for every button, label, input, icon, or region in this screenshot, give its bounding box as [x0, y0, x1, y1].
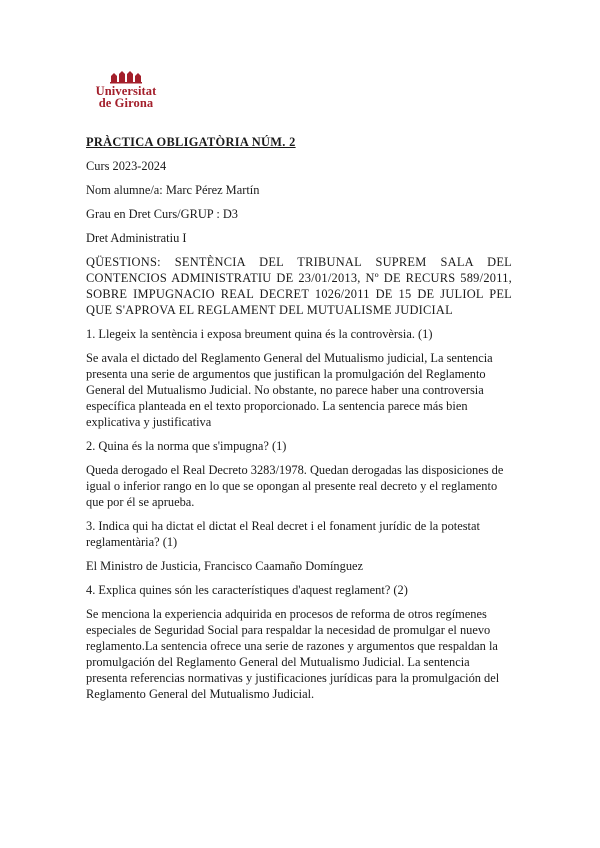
crest-icon	[109, 70, 143, 84]
logo-line-2: de Girona	[98, 96, 154, 110]
degree-group: Grau en Dret Curs/GRUP : D3	[86, 207, 238, 221]
question-1: 1. Llegeix la sentència i exposa breument quina és la controvèrsia. (1)	[86, 327, 433, 341]
student-name: Nom alumne/a: Marc Pérez Martín	[86, 183, 260, 197]
question-4: 4. Explica quines són les característiques d'aquest reglament? (2)	[86, 583, 408, 597]
answer-4: Se menciona la experiencia adquirida en procesos de reforma de otros regímenes especiales de Seguridad Social para respaldar la necesidad de promulgar el nuevo reglamento.La sentencia ofrece una serie de razones y argumentos que respaldan la promulgación del Reglamento General del Mutualismo Judicial. La sentencia presenta referencias normativas y justificaciones jurídicas para la promulgación del Reglamento General del Mutualismo Judicial.	[86, 607, 500, 701]
document-body	[86, 134, 512, 710]
questions-heading: QÜESTIONS: SENTÈNCIA DEL TRIBUNAL SUPREM SALA DEL CONTENCIOS ADMINISTRATIU DE 23/01/2013, Nº DE RECURS 589/2011, SOBRE IMPUGNACIO REAL DECRET 1026/2011 DE 15 DE JULIOL PEL QUE S'APROVA EL REGLAMENT DEL MUTUALISME JUDICIAL	[86, 255, 512, 317]
answer-1: Se avala el dictado del Reglamento General del Mutualismo judicial, La sentencia presenta una serie de argumentos que justifican la promulgación del Reglamento General del Mutualismo Judicial. No obstante, no parece haber una controversia específica planteada en el texto proporcionado. La sentencia parece más bien explicativa y justificativa	[86, 351, 493, 429]
subject-name: Dret Administratiu I	[86, 231, 187, 245]
logo-line-1: Universitat	[95, 84, 157, 98]
university-logo	[94, 70, 158, 109]
course-year: Curs 2023-2024	[86, 159, 167, 173]
answer-3: El Ministro de Justicia, Francisco Caamaño Domínguez	[86, 559, 364, 573]
question-3: 3. Indica qui ha dictat el dictat el Real decret i el fonament jurídic de la potestat reglamentària? (1)	[86, 519, 480, 549]
question-2: 2. Quina és la norma que s'impugna? (1)	[86, 439, 287, 453]
document-title: PRÀCTICA OBLIGATÒRIA NÚM. 2	[86, 135, 296, 149]
answer-2: Queda derogado el Real Decreto 3283/1978. Quedan derogadas las disposiciones de igual o inferior rango en lo que se opongan al presente real decreto y el reglamento que por él se aprueba.	[86, 463, 504, 509]
